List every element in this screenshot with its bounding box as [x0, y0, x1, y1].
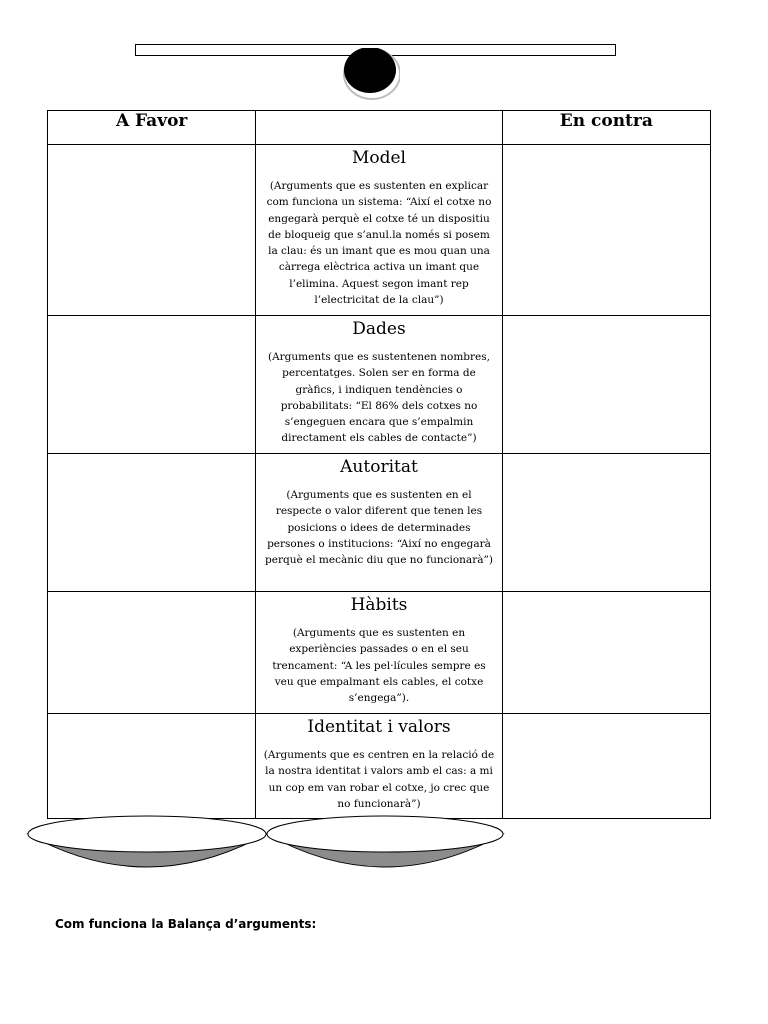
en-contra-cell[interactable]: [502, 145, 710, 316]
header-a-favor: A Favor: [48, 111, 256, 145]
right-pan-icon: [267, 816, 503, 867]
a-favor-cell[interactable]: [48, 454, 256, 592]
header-en-contra: En contra: [502, 111, 710, 145]
category-title: Dades: [352, 319, 406, 339]
table-row: [48, 714, 711, 819]
left-pan-icon: [28, 816, 266, 867]
table-row: [48, 145, 711, 316]
en-contra-cell[interactable]: [502, 714, 710, 819]
a-favor-cell[interactable]: [48, 145, 256, 316]
en-contra-cell[interactable]: [502, 316, 710, 454]
category-cell: [256, 316, 502, 454]
category-title: Hàbits: [350, 595, 408, 615]
category-description: (Arguments que es sustentenen nombres, percentatges. Solen ser en forma de gràfics, i indiquen tendències o probabilitats: “El 86% dels cotxes no s’engeguen encara que s’empalmin directament els cables de contacte”): [267, 351, 490, 445]
category-title: Autoritat: [340, 457, 418, 477]
a-favor-cell[interactable]: [48, 316, 256, 454]
category-title: Identitat i valors: [307, 717, 451, 737]
en-contra-cell[interactable]: [502, 592, 710, 714]
table-row: [48, 454, 711, 592]
balance-fulcrum-icon: [342, 48, 400, 100]
category-description: (Arguments que es centren en la relació de la nostra identitat i valors amb el cas: a mi un cop em van robar el cotxe, jo crec que no funcionarà”): [263, 749, 495, 810]
arguments-table: [47, 110, 711, 819]
en-contra-cell[interactable]: [502, 454, 710, 592]
footer-heading: Com funciona la Balança d’arguments:: [55, 917, 317, 931]
table-row: [48, 592, 711, 714]
category-cell: [256, 714, 502, 819]
balance-pans-icon: [22, 810, 512, 885]
category-title: Model: [351, 148, 406, 168]
a-favor-cell[interactable]: [48, 592, 256, 714]
a-favor-cell[interactable]: [48, 714, 256, 819]
table-header-row: [48, 111, 711, 145]
category-cell: [256, 592, 502, 714]
category-description: (Arguments que es sustenten en explicar com funciona un sistema: “Així el cotxe no engegarà perquè el cotxe té un dispositiu de bloqueig que s’anul.la només si posem la clau: és un imant que es mou quan una càrrega elèctrica activa un imant que l’elimina. Aquest segon imant rep l’electricitat de la clau”): [266, 180, 492, 307]
header-middle: [256, 111, 502, 145]
category-cell: [256, 145, 502, 316]
category-description: (Arguments que es sustenten en el respecte o valor diferent que tenen les posicions o idees de determinades persones o institucions: “Així no engegarà perquè el mecànic diu que no funcionarà”): [265, 489, 493, 567]
category-description: (Arguments que es sustenten en experiències passades o en el seu trencament: “A les pel·lícules sempre es veu que empalmant els cables, el cotxe s’engega”).: [272, 627, 486, 705]
category-cell: [256, 454, 502, 592]
table-row: [48, 316, 711, 454]
